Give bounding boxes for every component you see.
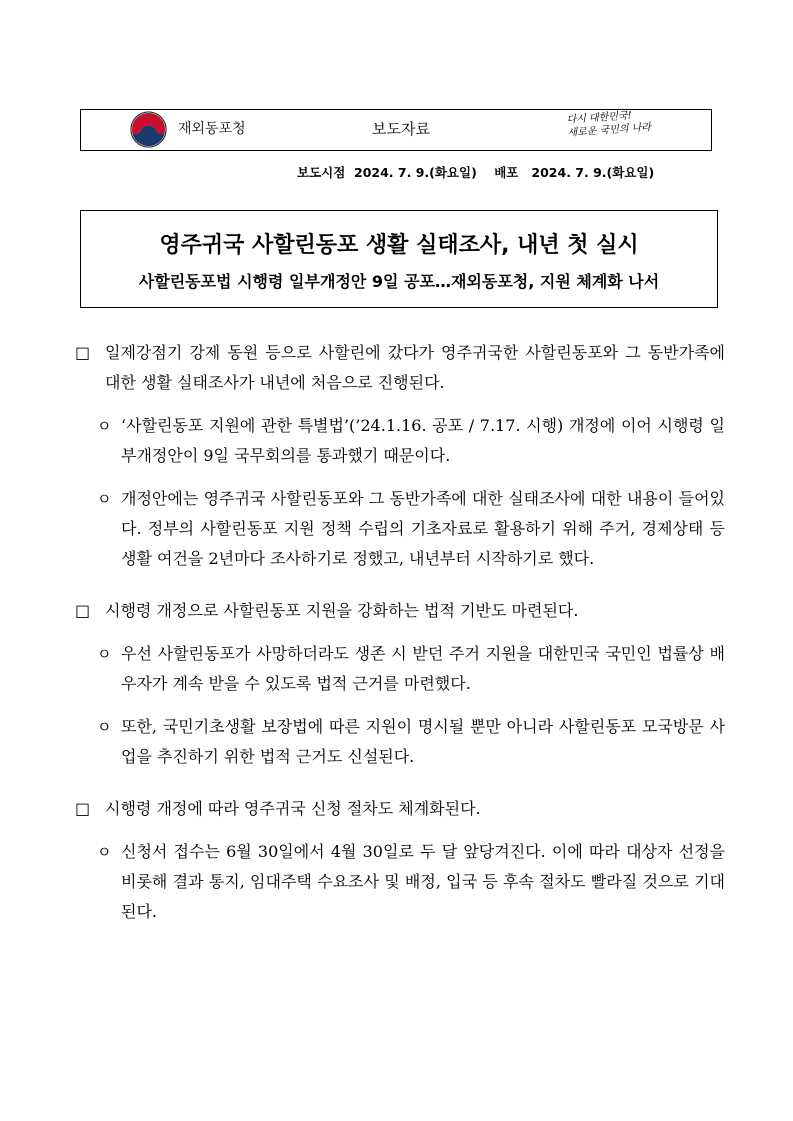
bullet-text: 신청서 접수는 6월 30일에서 4월 30일로 두 달 앞당겨진다. 이에 따라 대상자 선정을 비롯해 결과 통지, 임대주택 수요조사 및 배정, 입국 등 후속 절차도 빨라질 것으로 기대된다. [121, 842, 725, 921]
section-1-text: 일제강점기 강제 동원 등으로 사할린에 갔다가 영주귀국한 사할린동포와 그 동반가족에 대한 생활 실태조사가 내년에 처음으로 진행된다. [105, 343, 725, 392]
bullet-circle-icon: ㅇ [97, 843, 112, 861]
title-box [80, 210, 718, 308]
section-box-icon: □ [75, 799, 91, 818]
main-title: 영주귀국 사할린동포 생활 실태조사, 내년 첫 실시 [159, 233, 639, 258]
section-3 [75, 794, 725, 824]
bullet-circle-icon: ㅇ [97, 718, 112, 736]
section-1-bullet-1 [75, 411, 725, 471]
body-content [75, 338, 725, 927]
slogan-line-2: 새로운 국민의 나라 [567, 122, 652, 139]
bullet-text: 또한, 국민기초생활 보장법에 따른 지원이 명시될 뿐만 아니라 사할린동포 모국방문 사업을 추진하기 위한 법적 근거도 신설된다. [121, 717, 725, 766]
government-logo-icon [130, 111, 167, 148]
section-3-text: 시행령 개정에 따라 영주귀국 신청 절차도 체계화된다. [105, 799, 481, 818]
section-1 [75, 338, 725, 398]
bullet-text: 개정안에는 영주귀국 사할린동포와 그 동반가족에 대한 실태조사에 대한 내용이 들어있다. 정부의 사할린동포 지원 정책 수립의 기초자료로 활용하기 위해 주거, 경제상태 등 생활 여건을 2년마다 조사하기로 정했고, 내년부터 시작하기로 했다. [121, 489, 725, 568]
bullet-text: 우선 사할린동포가 사망하더라도 생존 시 받던 주거 지원을 대한민국 국민인 법률상 배우자가 계속 받을 수 있도록 법적 근거를 마련했다. [121, 644, 725, 693]
bullet-circle-icon: ㅇ [97, 490, 112, 508]
release-info: 보도시점 2024. 7. 9.(화요일) 배포 2024. 7. 9.(화요일) [297, 165, 655, 180]
bullet-circle-icon: ㅇ [97, 645, 112, 663]
bullet-text: ‘사할린동포 지원에 관한 특별법’(’24.1.16. 공포 / 7.17. 시행) 개정에 이어 시행령 일부개정안이 9일 국무회의를 통과했기 때문이다. [121, 416, 725, 465]
section-box-icon: □ [75, 601, 91, 620]
section-2 [75, 596, 725, 626]
section-box-icon: □ [75, 343, 91, 362]
bullet-circle-icon: ㅇ [97, 417, 112, 435]
subtitle: 사할린동포법 시행령 일부개정안 9일 공포…재외동포청, 지원 체계화 나서 [138, 272, 660, 291]
section-2-bullet-2 [75, 712, 725, 772]
org-name: 재외동포청 [178, 121, 246, 137]
slogan-line-1: 다시 대한민국! [566, 110, 633, 126]
section-1-bullet-2 [75, 484, 725, 574]
section-2-text: 시행령 개정으로 사할린동포 지원을 강화하는 법적 기반도 마련된다. [105, 601, 579, 620]
section-2-bullet-1 [75, 639, 725, 699]
doc-type: 보도자료 [372, 120, 430, 138]
section-3-bullet-1 [75, 837, 725, 927]
